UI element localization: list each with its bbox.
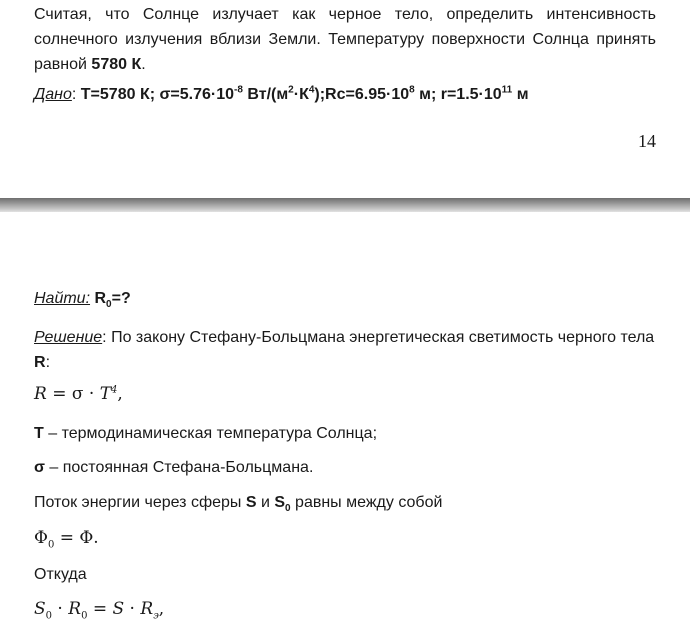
page-number: 14 xyxy=(638,131,656,151)
flux-statement: Поток энергии через сферы S и $S_0$ равны между собой xyxy=(34,494,443,515)
find-line: Найти: $R_0=$? xyxy=(34,290,131,311)
page-top xyxy=(0,0,690,198)
definition-sigma: σ – постоянная Стефана-Больцмана. xyxy=(34,459,314,476)
solution-label: Решение xyxy=(34,329,103,346)
equation-flux: $\Phi_0 = \Phi$. xyxy=(34,528,99,551)
definition-temperature: T – термодинамическая температура Солнца; xyxy=(34,425,378,442)
page-bottom xyxy=(0,212,690,630)
find-label: Найти: xyxy=(34,290,91,307)
equation-stefan-boltzmann: $R = \sigma \cdot T^4$, xyxy=(34,384,123,404)
given-label: Дано xyxy=(34,86,72,103)
whence-text: Откуда xyxy=(34,566,87,583)
solution-intro: Решение: По закону Стефану-Больцмана энергетическая светимость черного тела R: xyxy=(34,329,655,371)
problem-statement: Считая, что Солнце излучает как черное тело, определить интенсивность солнечного излучения вблизи Земли. Температуру поверхности Солнца принять равной 5780 К. xyxy=(34,6,656,73)
given-data: Дано: T=5780 К; $\sigma=5.76\cdot 10^{-8}$ $Вт/(м^2\cdot К^4);Rc=6.95\cdot 10^8$ м; $r=1.5\cdot 10^{11}$ м xyxy=(34,84,529,103)
page-separator xyxy=(0,198,690,212)
temperature-value: 5780 К xyxy=(91,56,142,73)
equation-spheres: $S_0 \cdot R_0 = S \cdot R_э$, xyxy=(34,599,165,622)
